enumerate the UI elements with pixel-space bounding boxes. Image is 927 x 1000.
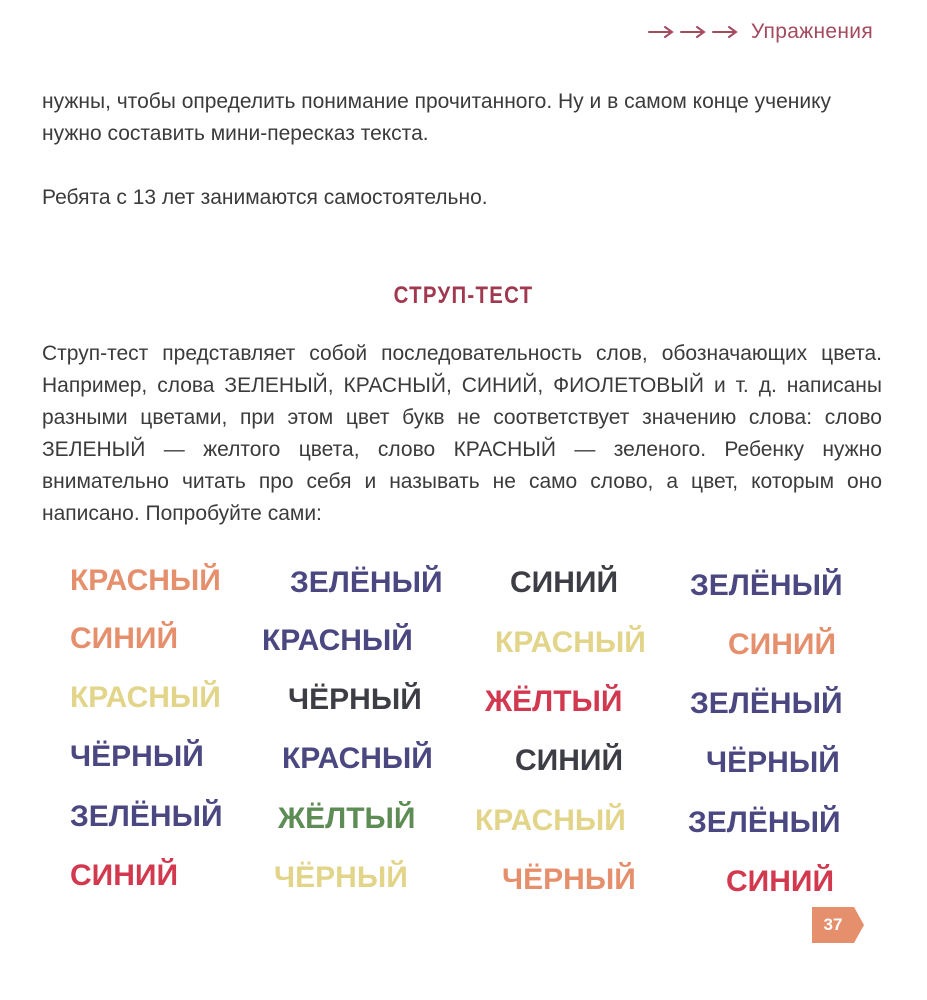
stroop-word: ЗЕЛЁНЫЙ	[690, 687, 843, 720]
running-header	[647, 20, 873, 44]
stroop-word: КРАСНЫЙ	[475, 804, 626, 837]
section-title: СТРУП-ТЕСТ	[393, 282, 534, 309]
stroop-word: ЧЁРНЫЙ	[502, 863, 636, 896]
paragraph-stroop-description: Струп-тест представляет собой последовательность слов, обозначающих цвета. Например, слова ЗЕЛЕНЫЙ, КРАСНЫЙ, СИНИЙ, ФИОЛЕТОВЫЙ и т. д. написаны разными цветами, при этом цвет букв не соответствует значению слова: слово ЗЕЛЕНЫЙ — желтого цвета, слово КРАСНЫЙ — зеленого. Ребенку нужно внимательно читать про себя и называть не само слово, а цвет, которым оно написано. Попробуйте сами:	[42, 342, 882, 525]
stroop-word: СИНИЙ	[728, 628, 837, 661]
stroop-word: СИНИЙ	[515, 744, 624, 777]
stroop-word-grid	[0, 558, 927, 898]
stroop-word: КРАСНЫЙ	[495, 626, 646, 659]
stroop-word: КРАСНЫЙ	[262, 624, 413, 657]
stroop-word: ЗЕЛЁНЫЙ	[690, 569, 843, 602]
paragraph-age-note: Ребята с 13 лет занимаются самостоятельно.	[42, 186, 488, 209]
stroop-word: ЗЕЛЁНЫЙ	[688, 806, 841, 839]
stroop-word: СИНИЙ	[726, 865, 835, 898]
stroop-word: ЧЁРНЫЙ	[706, 746, 840, 779]
stroop-word: СИНИЙ	[70, 622, 179, 655]
stroop-word: КРАСНЫЙ	[70, 681, 221, 714]
stroop-word: ЗЕЛЁНЫЙ	[290, 566, 443, 599]
page-number-badge	[812, 907, 864, 943]
arrows-icon	[647, 25, 741, 39]
stroop-word: ЧЁРНЫЙ	[70, 740, 204, 773]
stroop-word: ЗЕЛЁНЫЙ	[70, 800, 223, 833]
stroop-word: ЖЁЛТЫЙ	[278, 802, 416, 835]
stroop-word: КРАСНЫЙ	[282, 742, 433, 775]
section-header-title: Упражнения	[750, 20, 873, 43]
stroop-word: СИНИЙ	[70, 859, 179, 892]
stroop-word: СИНИЙ	[510, 566, 619, 599]
page-number: 37	[823, 915, 843, 934]
stroop-word: ЖЁЛТЫЙ	[485, 685, 623, 718]
stroop-word: КРАСНЫЙ	[70, 564, 221, 597]
paragraph-retelling: нужны, чтобы определить понимание прочитанного. Ну и в самом конце ученику нужно составить мини-пересказ текста.	[42, 90, 832, 145]
stroop-word: ЧЁРНЫЙ	[288, 683, 422, 716]
stroop-word: ЧЁРНЫЙ	[274, 861, 408, 894]
